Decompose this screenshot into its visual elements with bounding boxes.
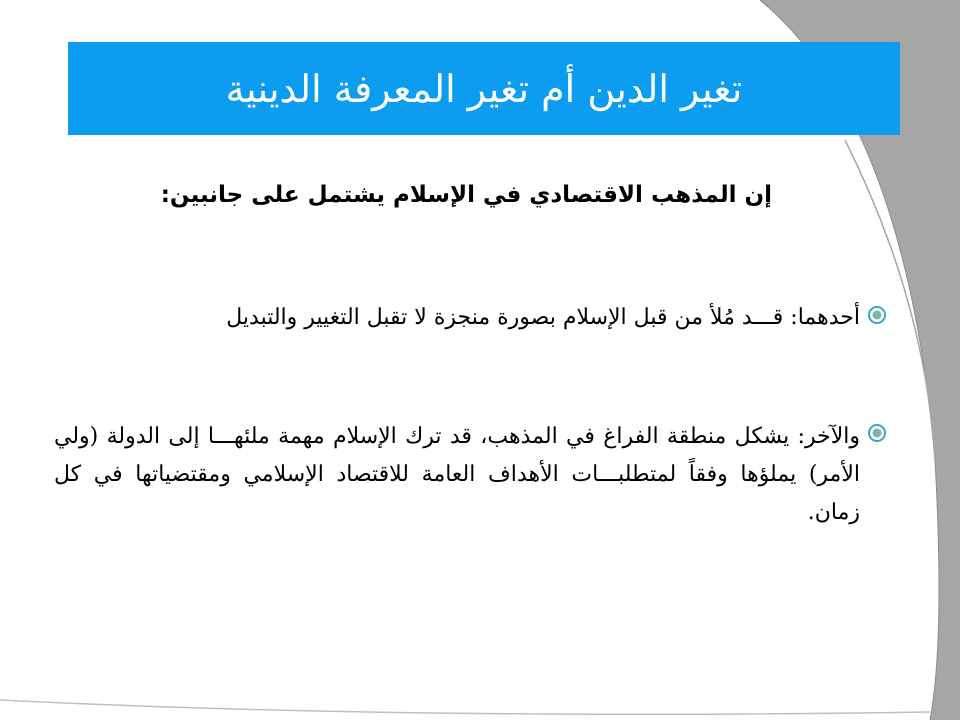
bullet-icon (862, 300, 892, 330)
bullet-text-second: والآخر: يشكل منطقة الفراغ في المذهب، قد ترك الإسلام مهمة ملئهـــا إلى الدولة (ولي الأمر) يملؤها وفقاً لمتطلبـــات الأهداف العامة للاقتصاد الإسلامي ومقتضياتها في كل زمان. (54, 424, 860, 525)
bottom-arc-line (0, 700, 930, 714)
slide-title: تغير الدين أم تغير المعرفة الدينية (225, 66, 743, 111)
bullet-icon (862, 418, 892, 448)
slide-subtitle: إن المذهب الاقتصادي في الإسلام يشتمل على جانبين: (160, 182, 772, 208)
bullet-text-first: أحدهما: قـــد مُلأ من قبل الإسلام بصورة منجزة لا تقبل التغيير والتبديل (226, 305, 860, 330)
title-bar (68, 42, 900, 135)
